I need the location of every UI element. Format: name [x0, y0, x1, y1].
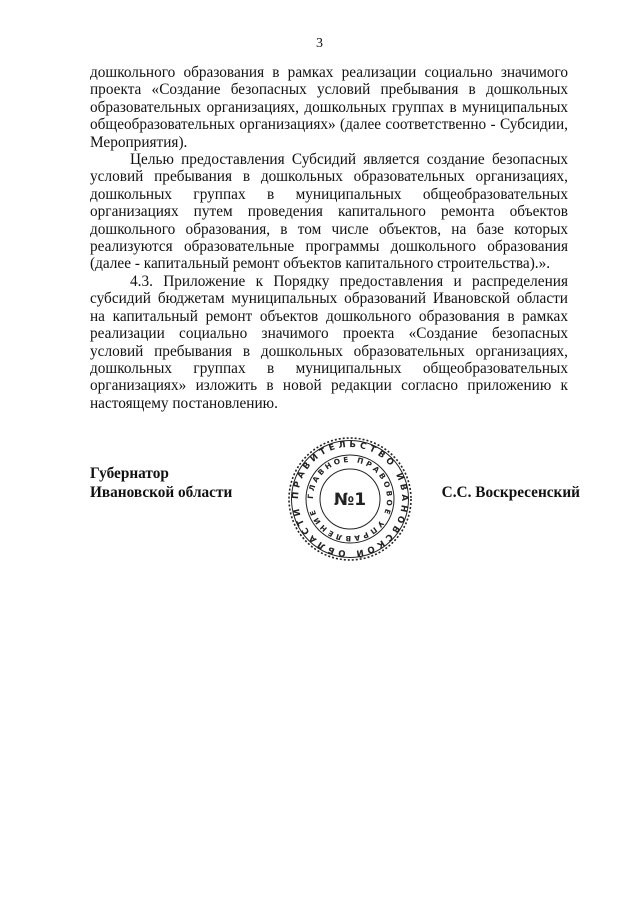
seal-stamp-icon — [287, 436, 413, 562]
page-number: 3 — [316, 36, 323, 51]
paragraph-purpose: Целью предоставления Субсидий является создание безопасных условий пребывания в дошкольных образовательных организациях, дошкольных группах в муниципальных общеобразовательных организациях путем проведения капитального ремонта объектов дошкольного образования, в том числе объектов, на базе которых реализуются образовательные программы дошкольного образования (далее - капитальный ремонт объектов капитального строительства).». — [90, 151, 568, 273]
signatory-title-line-1: Губернатор — [90, 465, 169, 482]
paragraph-4-3: 4.3. Приложение к Порядку предоставления и распределения субсидий бюджетам муниципальных образований Ивановской области на капитальный ремонт объектов дошкольного образования в рамках реализации социально значимого проекта «Создание безопасных условий пребывания в дошкольных образовательных организациях, дошкольных группах в муниципальных общеобразовательных организациях» изложить в новой редакции согласно приложению к настоящему постановлению. — [90, 272, 568, 412]
paragraph-continuation: дошкольного образования в рамках реализации социально значимого проекта «Создание безопасных условий пребывания в дошкольных образовательных организациях, дошкольных группах в муниципальных общеобразовательных организациях» (далее соответственно - Субсидии, Мероприятия). — [90, 64, 568, 151]
signatory-title — [90, 464, 232, 502]
signatory-title-line-2: Ивановской области — [90, 484, 233, 501]
seal-number: №1 — [333, 490, 367, 510]
document-body — [90, 64, 568, 412]
signatory-name: С.С. Воскресенский — [441, 484, 580, 501]
seal-outer-path: ПРАВИТЕЛЬСТВО ИВАНОВСКОЙ ОБЛАСТИ — [290, 439, 410, 559]
seal-inner-path: ГЛАВНОЕ ПРАВОВОЕ УПРАВЛЕНИЕ — [305, 454, 395, 544]
official-seal — [287, 436, 413, 562]
